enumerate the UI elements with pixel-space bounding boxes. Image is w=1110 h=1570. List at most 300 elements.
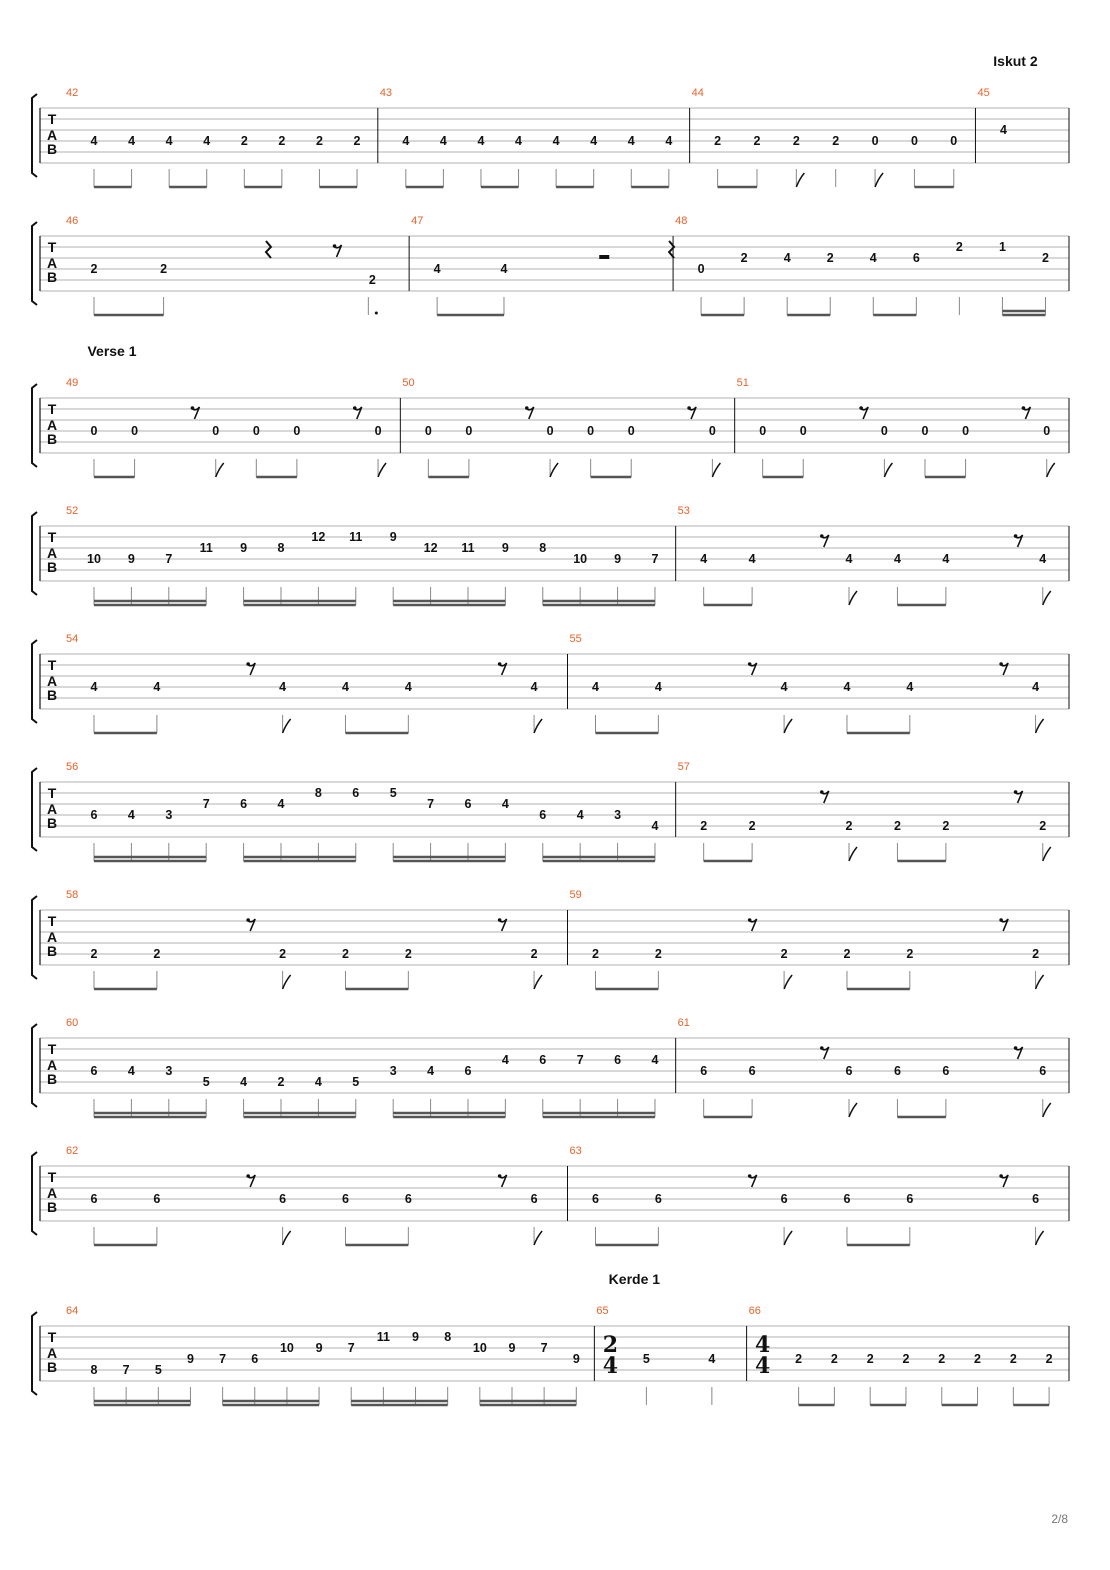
eighth-rest-dot: [859, 406, 863, 410]
fret-number: 0: [697, 262, 705, 276]
staff-system: [32, 1271, 1069, 1405]
fret-number: 0: [921, 424, 929, 438]
measure: [402, 377, 720, 477]
fret-number: 4: [893, 552, 901, 566]
fret-number: 6: [464, 1064, 472, 1078]
fret-number: 4: [427, 1064, 435, 1078]
fret-number: 9: [508, 1341, 516, 1355]
fret-number: 6: [700, 1064, 708, 1078]
measure: [66, 1017, 658, 1117]
fret-number: 2: [153, 947, 161, 961]
measure-number: 63: [569, 1145, 582, 1157]
fret-number: 7: [122, 1363, 130, 1377]
measure-number: 56: [66, 761, 79, 773]
system-bracket: [32, 512, 37, 595]
fret-number: 2: [240, 134, 248, 148]
tab-clef-a: A: [46, 545, 58, 561]
fret-number: 4: [240, 1075, 248, 1089]
fret-number: 2: [906, 947, 914, 961]
fret-number: 0: [1043, 424, 1051, 438]
fret-number: 2: [1039, 819, 1047, 833]
measure: [749, 1305, 1053, 1405]
fret-number: 9: [240, 541, 248, 555]
dot: [375, 312, 378, 315]
measure: [692, 87, 958, 187]
fret-number: 4: [665, 134, 673, 148]
fret-number: 4: [402, 134, 410, 148]
measure: [66, 505, 658, 605]
eighth-rest-dot: [333, 244, 337, 248]
fret-number: 2: [792, 134, 800, 148]
fret-number: 9: [186, 1352, 194, 1366]
fret-number: 5: [389, 786, 397, 800]
fret-number: 8: [539, 541, 547, 555]
note-flag: [283, 975, 291, 989]
fret-number: 6: [530, 1192, 538, 1206]
fret-number: 6: [893, 1064, 901, 1078]
fret-number: 4: [530, 680, 538, 694]
eighth-rest-dot: [999, 662, 1003, 666]
fret-number: 0: [759, 424, 767, 438]
measure-number: 52: [66, 505, 79, 517]
fret-number: 2: [1032, 947, 1040, 961]
fret-number: 0: [293, 424, 301, 438]
measure: [66, 1305, 580, 1405]
fret-number: 6: [942, 1064, 950, 1078]
fret-number: 4: [314, 1075, 322, 1089]
fret-number: 4: [906, 680, 914, 694]
fret-number: 2: [279, 947, 287, 961]
fret-number: 6: [404, 1192, 412, 1206]
fret-number: 4: [90, 134, 98, 148]
fret-number: 3: [165, 1064, 173, 1078]
note-flag: [283, 1231, 291, 1245]
eighth-rest-dot: [525, 406, 529, 410]
fret-number: 4: [700, 552, 708, 566]
measure-number: 54: [66, 633, 79, 645]
fret-number: 2: [938, 1352, 946, 1366]
fret-number: 5: [642, 1352, 650, 1366]
measure: [678, 761, 1051, 861]
fret-number: 11: [376, 1330, 390, 1344]
note-flag: [534, 975, 542, 989]
fret-number: 4: [651, 1053, 659, 1067]
fret-number: 4: [404, 680, 412, 694]
fret-number: 9: [614, 552, 622, 566]
fret-number: 9: [501, 541, 509, 555]
staff-system: [32, 1017, 1069, 1117]
staff-system: [32, 889, 1069, 989]
fret-number: 2: [795, 1352, 803, 1366]
fret-number: 2: [1009, 1352, 1017, 1366]
fret-number: 6: [748, 1064, 756, 1078]
fret-number: 4: [592, 680, 599, 694]
measure-number: 46: [66, 215, 79, 227]
fret-number: 4: [128, 134, 136, 148]
eighth-rest-dot: [999, 918, 1003, 922]
fret-number: 4: [651, 819, 659, 833]
fret-number: 2: [315, 134, 323, 148]
tab-clef-t: T: [47, 657, 57, 673]
note-flag: [534, 719, 542, 733]
eighth-rest-dot: [498, 1174, 502, 1178]
note-flag: [378, 463, 386, 477]
fret-number: 7: [202, 797, 210, 811]
measure: [596, 1271, 715, 1405]
measure-number: 42: [66, 87, 79, 99]
fret-number: 4: [1039, 552, 1047, 566]
fret-number: 4: [843, 680, 851, 694]
note-flag: [796, 173, 804, 187]
fret-number: 2: [1045, 1352, 1053, 1366]
section-label: Verse 1: [87, 343, 137, 359]
fret-number: 0: [627, 424, 635, 438]
fret-number: 8: [90, 1363, 98, 1377]
fret-number: 0: [252, 424, 260, 438]
fret-number: 6: [843, 1192, 851, 1206]
fret-number: 4: [869, 251, 877, 265]
note-flag: [283, 719, 291, 733]
staff-system: [32, 505, 1069, 605]
fret-number: 4: [1032, 680, 1040, 694]
fret-number: 4: [277, 797, 285, 811]
fret-number: 2: [843, 947, 851, 961]
measure-number: 66: [748, 1305, 761, 1317]
tab-clef-a: A: [46, 1057, 58, 1073]
fret-number: 8: [444, 1330, 452, 1344]
tab-clef-t: T: [47, 1169, 57, 1185]
measure: [380, 87, 673, 187]
fret-number: 2: [780, 947, 788, 961]
fret-number: 4: [576, 808, 584, 822]
fret-number: 11: [199, 541, 213, 555]
fret-number: 7: [540, 1341, 548, 1355]
measure: [570, 889, 1044, 989]
fret-number: 4: [433, 262, 441, 276]
fret-number: 7: [219, 1352, 227, 1366]
fret-number: 7: [576, 1053, 584, 1067]
measure: [66, 215, 378, 315]
fret-number: 6: [240, 797, 248, 811]
note-flag: [550, 463, 558, 477]
measure: [66, 889, 542, 989]
measure-number: 53: [677, 505, 690, 517]
eighth-rest-dot: [498, 662, 502, 666]
fret-number: 2: [714, 134, 722, 148]
fret-number: 8: [277, 541, 285, 555]
time-signature-bottom: 4: [602, 1353, 619, 1379]
measure: [675, 215, 1049, 315]
fret-number: 1: [998, 240, 1006, 254]
time-signature-bottom: 4: [754, 1353, 771, 1379]
fret-number: 5: [154, 1363, 162, 1377]
measure-number: 55: [569, 633, 582, 645]
measure-number: 44: [691, 87, 704, 99]
note-flag: [849, 847, 857, 861]
tab-clef-b: B: [46, 687, 58, 703]
eighth-rest-dot: [999, 1174, 1003, 1178]
tab-clef-b: B: [46, 559, 58, 575]
tab-clef-t: T: [47, 1041, 57, 1057]
measure-number: 45: [977, 87, 990, 99]
fret-number: 2: [942, 819, 950, 833]
tab-clef-t: T: [47, 1329, 57, 1345]
tab-clef-b: B: [46, 141, 58, 157]
fret-number: 4: [708, 1352, 716, 1366]
fret-number: 4: [627, 134, 635, 148]
tab-clef-t: T: [47, 111, 57, 127]
system-bracket: [32, 896, 37, 979]
fret-number: 4: [999, 123, 1007, 137]
fret-number: 9: [389, 530, 397, 544]
measure-number: 61: [677, 1017, 690, 1029]
fret-number: 2: [90, 262, 98, 276]
eighth-rest-dot: [353, 406, 357, 410]
fret-number: 4: [783, 251, 791, 265]
measure: [411, 215, 674, 315]
tab-clef-t: T: [47, 785, 57, 801]
fret-number: 6: [279, 1192, 287, 1206]
eighth-rest-dot: [687, 406, 691, 410]
fret-number: 6: [464, 797, 472, 811]
fret-number: 4: [942, 552, 950, 566]
eighth-rest-dot: [1014, 534, 1018, 538]
measure: [66, 343, 386, 477]
eighth-rest-dot: [820, 1046, 824, 1050]
tab-clef-a: A: [46, 673, 58, 689]
page-number: 2/8: [1051, 1512, 1068, 1526]
measure: [66, 633, 542, 733]
fret-number: 2: [341, 947, 349, 961]
fret-number: 4: [127, 808, 135, 822]
measure: [66, 761, 658, 861]
fret-number: 4: [153, 680, 161, 694]
fret-number: 2: [592, 947, 599, 961]
tab-clef-a: A: [46, 1185, 58, 1201]
fret-number: 4: [501, 797, 509, 811]
fret-number: 6: [592, 1192, 599, 1206]
fret-number: 10: [87, 552, 101, 566]
measure: [570, 1145, 1044, 1245]
fret-number: 6: [90, 808, 98, 822]
fret-number: 2: [740, 251, 748, 265]
fret-number: 2: [353, 134, 361, 148]
fret-number: 2: [753, 134, 761, 148]
note-flag: [1043, 847, 1051, 861]
fret-number: 2: [748, 819, 756, 833]
fret-number: 0: [962, 424, 970, 438]
fret-number: 9: [127, 552, 135, 566]
fret-number: 2: [974, 1352, 982, 1366]
fret-number: 0: [880, 424, 888, 438]
fret-number: 9: [572, 1352, 580, 1366]
staff-system: [32, 761, 1069, 861]
measure: [977, 53, 1037, 137]
note-flag: [1036, 975, 1044, 989]
note-flag: [1036, 1231, 1044, 1245]
measure-number: 65: [596, 1305, 609, 1317]
fret-number: 8: [314, 786, 322, 800]
fret-number: 7: [165, 552, 173, 566]
measure-number: 59: [569, 889, 582, 901]
tab-clef-b: B: [46, 1071, 58, 1087]
fret-number: 2: [826, 251, 834, 265]
tab-clef-t: T: [47, 913, 57, 929]
measure-number: 49: [66, 377, 79, 389]
fret-number: 0: [212, 424, 220, 438]
fret-number: 4: [90, 680, 98, 694]
fret-number: 3: [165, 808, 173, 822]
fret-number: 6: [654, 1192, 662, 1206]
measure: [678, 505, 1051, 605]
time-signature-top: 2: [602, 1332, 619, 1358]
fret-number: 4: [127, 1064, 135, 1078]
fret-number: 10: [279, 1341, 294, 1355]
fret-number: 6: [614, 1053, 622, 1067]
tab-clef-a: A: [46, 929, 58, 945]
staff-system: [32, 215, 1069, 315]
fret-number: 0: [374, 424, 382, 438]
system-bracket: [32, 94, 37, 177]
tab-clef-a: A: [46, 255, 58, 271]
fret-number: 0: [131, 424, 139, 438]
tab-clef-b: B: [46, 1199, 58, 1215]
section-label: Kerde 1: [608, 1271, 661, 1287]
fret-number: 5: [352, 1075, 360, 1089]
fret-number: 6: [352, 786, 360, 800]
fret-number: 12: [423, 541, 438, 555]
note-flag: [875, 173, 883, 187]
section-label: Iskut 2: [993, 53, 1038, 69]
fret-number: 4: [748, 552, 756, 566]
note-flag: [1043, 591, 1051, 605]
fret-number: 2: [654, 947, 662, 961]
fret-number: 4: [590, 134, 598, 148]
system-bracket: [32, 222, 37, 305]
fret-number: 0: [871, 134, 879, 148]
fret-number: 4: [279, 680, 287, 694]
fret-number: 4: [165, 134, 173, 148]
eighth-rest-dot: [820, 790, 824, 794]
system-bracket: [32, 384, 37, 467]
measure-number: 47: [411, 215, 424, 227]
tab-clef-a: A: [46, 801, 58, 817]
measure-number: 50: [402, 377, 415, 389]
eighth-rest-dot: [1014, 790, 1018, 794]
fret-number: 5: [202, 1075, 210, 1089]
fret-number: 2: [866, 1352, 874, 1366]
fret-number: 2: [893, 819, 901, 833]
staff-system: [32, 1145, 1069, 1245]
fret-number: 0: [950, 134, 958, 148]
fret-number: 0: [424, 424, 432, 438]
measure: [66, 1145, 542, 1245]
measure: [737, 377, 1055, 477]
measure: [570, 633, 1044, 733]
fret-number: 4: [341, 680, 349, 694]
half-rest: [599, 255, 609, 259]
tab-clef-b: B: [46, 815, 58, 831]
fret-number: 6: [1039, 1064, 1047, 1078]
fret-number: 4: [477, 134, 485, 148]
fret-number: 0: [90, 424, 98, 438]
fret-number: 2: [700, 819, 708, 833]
eighth-rest-dot: [246, 918, 250, 922]
note-flag: [712, 463, 720, 477]
fret-number: 7: [347, 1341, 355, 1355]
staff-system: [32, 633, 1069, 733]
fret-number: 4: [845, 552, 853, 566]
note-flag: [534, 1231, 542, 1245]
fret-number: 0: [799, 424, 807, 438]
eighth-rest-dot: [820, 534, 824, 538]
tab-clef-t: T: [47, 529, 57, 545]
tab-clef-b: B: [46, 269, 58, 285]
fret-number: 4: [654, 680, 662, 694]
measure-number: 48: [675, 215, 688, 227]
measure-number: 43: [379, 87, 393, 99]
fret-number: 2: [845, 819, 853, 833]
fret-number: 3: [389, 1064, 397, 1078]
fret-number: 6: [90, 1192, 98, 1206]
eighth-rest-dot: [191, 406, 195, 410]
tab-clef-b: B: [46, 431, 58, 447]
fret-number: 4: [501, 1053, 509, 1067]
fret-number: 2: [902, 1352, 910, 1366]
tab-clef-a: A: [46, 127, 58, 143]
eighth-rest-dot: [1014, 1046, 1018, 1050]
fret-number: 7: [651, 552, 659, 566]
fret-number: 2: [404, 947, 412, 961]
note-flag: [1043, 1103, 1051, 1117]
note-flag: [849, 1103, 857, 1117]
eighth-rest-dot: [748, 1174, 752, 1178]
fret-number: 0: [708, 424, 716, 438]
fret-number: 2: [368, 273, 376, 287]
measure-number: 58: [66, 889, 79, 901]
fret-number: 4: [439, 134, 447, 148]
fret-number: 6: [539, 808, 547, 822]
fret-number: 4: [780, 680, 788, 694]
tab-clef-t: T: [47, 239, 57, 255]
fret-number: 0: [587, 424, 595, 438]
fret-number: 6: [251, 1352, 259, 1366]
fret-number: 11: [349, 530, 363, 544]
measure: [66, 87, 361, 187]
fret-number: 6: [780, 1192, 788, 1206]
tab-clef-b: B: [46, 1359, 58, 1375]
fret-number: 3: [614, 808, 622, 822]
fret-number: 2: [90, 947, 98, 961]
note-flag: [849, 591, 857, 605]
measure-number: 62: [66, 1145, 79, 1157]
fret-number: 6: [153, 1192, 161, 1206]
fret-number: 0: [910, 134, 918, 148]
tab-clef-t: T: [47, 401, 57, 417]
measure-number: 64: [66, 1305, 79, 1317]
system-bracket: [32, 768, 37, 851]
measure-number: 57: [677, 761, 690, 773]
system-bracket: [32, 1152, 37, 1235]
system-bracket: [32, 1312, 37, 1395]
fret-number: 6: [539, 1053, 547, 1067]
note-flag: [884, 463, 892, 477]
tab-clef-b: B: [46, 943, 58, 959]
fret-number: 4: [552, 134, 560, 148]
eighth-rest-dot: [1022, 406, 1026, 410]
fret-number: 12: [311, 530, 326, 544]
note-flag: [784, 719, 792, 733]
